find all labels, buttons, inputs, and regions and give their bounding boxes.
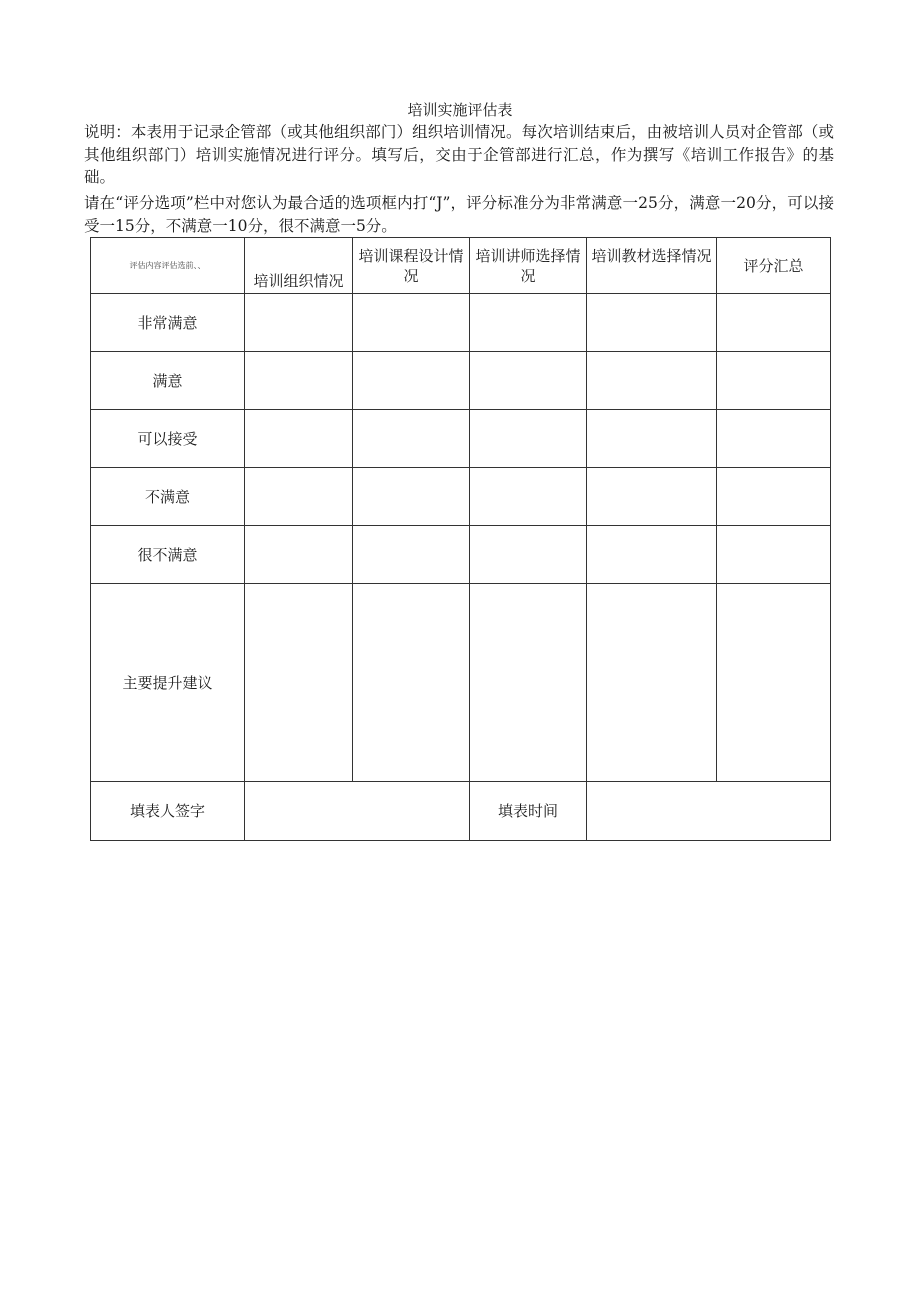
score-cell[interactable] [717,294,831,352]
checkbox-cell[interactable] [353,410,470,468]
suggestion-label: 主要提升建议 [91,584,245,782]
checkbox-cell[interactable] [470,526,587,584]
score-cell[interactable] [717,352,831,410]
rating-row-dissatisfied [91,468,831,526]
date-field[interactable] [587,782,831,841]
evaluation-table [90,237,831,841]
checkbox-cell[interactable] [470,352,587,410]
rating-row-satisfied [91,352,831,410]
suggestion-cell[interactable] [717,584,831,782]
checkbox-cell[interactable] [245,352,353,410]
rating-label: 可以接受 [91,410,245,468]
rating-row-very-dissatisfied [91,526,831,584]
rating-label: 满意 [91,352,245,410]
suggestion-cell[interactable] [470,584,587,782]
checkbox-cell[interactable] [353,468,470,526]
checkbox-cell[interactable] [353,526,470,584]
rating-label: 不满意 [91,468,245,526]
checkbox-cell[interactable] [353,294,470,352]
checkbox-cell[interactable] [470,468,587,526]
score-cell[interactable] [717,410,831,468]
suggestion-cell[interactable] [353,584,470,782]
score-cell[interactable] [717,526,831,584]
checkbox-cell[interactable] [587,352,717,410]
form-description: 说明：本表用于记录企管部（或其他组织部门）组织培训情况。每次培训结束后，由被培训人员对企管部（或其他组织部门）培训实施情况进行评分。填写后，交由于企管部进行汇总，作为撰写《培训工作报告》的基础。 [84,123,834,186]
signer-label: 填表人签字 [91,782,245,841]
column-header-trainer-selection: 培训讲师选择情况 [470,238,587,294]
column-header-course-design: 培训课程设计情况 [353,238,470,294]
column-header-organization: 培训组织情况 [245,238,353,294]
suggestion-cell[interactable] [245,584,353,782]
checkbox-cell[interactable] [587,526,717,584]
date-label: 填表时间 [470,782,587,841]
checkbox-cell[interactable] [470,294,587,352]
rating-label: 非常满意 [91,294,245,352]
checkbox-cell[interactable] [587,294,717,352]
column-header-score-summary: 评分汇总 [717,238,831,294]
rating-label: 很不满意 [91,526,245,584]
signer-field[interactable] [245,782,470,841]
checkbox-cell[interactable] [353,352,470,410]
signature-row [91,782,831,841]
column-header-material-selection: 培训教材选择情况 [587,238,717,294]
rating-row-very-satisfied [91,294,831,352]
checkbox-cell[interactable] [587,410,717,468]
scoring-instruction: 请在“评分选项”栏中对您认为最合适的选项框内打“J”，评分标准分为非常满意一25分，满意一20分，可以接受一15分，不满意一10分，很不满意一5分。 [84,194,834,235]
header-row [91,238,831,294]
checkbox-cell[interactable] [587,468,717,526]
suggestion-row [91,584,831,782]
rating-row-acceptable [91,410,831,468]
checkbox-cell[interactable] [245,294,353,352]
document-title: 培训实施评估表 [407,101,513,119]
checkbox-cell[interactable] [245,468,353,526]
score-cell[interactable] [717,468,831,526]
checkbox-cell[interactable] [245,526,353,584]
checkbox-cell[interactable] [245,410,353,468]
checkbox-cell[interactable] [470,410,587,468]
suggestion-cell[interactable] [587,584,717,782]
header-corner-label: 评估内容评估选前、、 [91,238,245,294]
